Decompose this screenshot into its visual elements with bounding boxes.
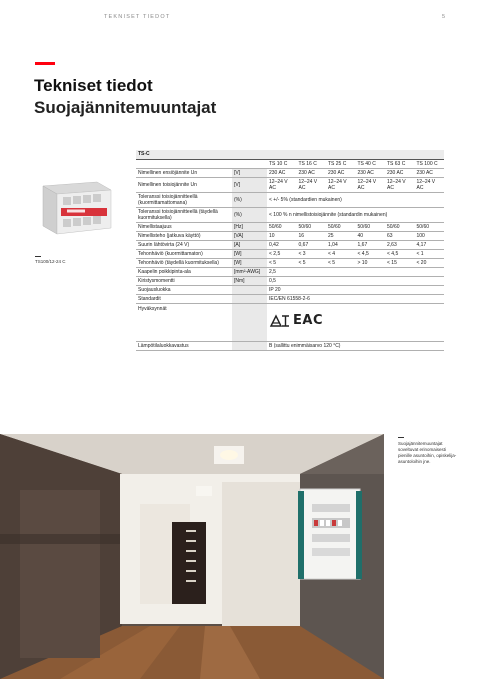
row-value: < 2,5 xyxy=(267,249,297,258)
row-value: 100 xyxy=(415,231,445,240)
table-row xyxy=(136,177,444,192)
model-header: TS 25 C xyxy=(326,159,356,168)
table-row xyxy=(136,168,444,177)
table-row xyxy=(136,231,444,240)
row-label: Hyväksynnät xyxy=(136,303,232,341)
row-label: Nimellinen ensiöjännite Un xyxy=(136,168,232,177)
gost-r-mark-icon xyxy=(269,314,291,328)
table-row xyxy=(136,207,444,222)
row-value: 230 AC xyxy=(385,168,415,177)
row-value: 2,5 xyxy=(267,267,444,276)
table-row xyxy=(136,192,444,207)
row-value: 12–24 V AC xyxy=(356,177,386,192)
accent-bar xyxy=(35,62,55,65)
row-value: 50/60 xyxy=(356,222,386,231)
spec-rows xyxy=(136,168,444,303)
row-value: 50/60 xyxy=(415,222,445,231)
row-value: 12–24 V AC xyxy=(297,177,327,192)
model-header: TS 63 C xyxy=(385,159,415,168)
table-row xyxy=(136,285,444,294)
row-unit: [W] xyxy=(232,249,267,258)
row-value: 12–24 V AC xyxy=(267,177,297,192)
row-value: 50/60 xyxy=(385,222,415,231)
row-value: 10 xyxy=(267,231,297,240)
row-value: < 5 xyxy=(297,258,327,267)
table-row xyxy=(136,222,444,231)
row-value: 230 AC xyxy=(297,168,327,177)
row-unit xyxy=(232,294,267,303)
row-value: IEC/EN 61558-2-6 xyxy=(267,294,444,303)
row-label: Nimellistaajuus xyxy=(136,222,232,231)
row-value: < 100 % n nimellistoisiojännite (standardin mukainen) xyxy=(267,207,444,222)
row-unit: [V] xyxy=(232,177,267,192)
row-unit: [Nm] xyxy=(232,276,267,285)
row-value: 4,17 xyxy=(415,240,445,249)
row-unit: [A] xyxy=(232,240,267,249)
row-value: 2,63 xyxy=(385,240,415,249)
row-label: Standardit xyxy=(136,294,232,303)
row-label: Nimellinen toisiojännite Un xyxy=(136,177,232,192)
row-value: IP 20 xyxy=(267,285,444,294)
model-header: TS 100 C xyxy=(415,159,445,168)
row-value: < +/- 5% (standardien mukainen) xyxy=(267,192,444,207)
row-value: B (sallittu enimmäisarvo 120 °C) xyxy=(267,341,444,350)
caption-divider xyxy=(398,437,404,438)
row-label: Lämpötilaluokkavastus xyxy=(136,341,232,350)
row-value: 1,04 xyxy=(326,240,356,249)
page-title: Tekniset tiedot xyxy=(34,76,153,95)
row-value: 0,5 xyxy=(267,276,444,285)
row-value: 0,67 xyxy=(297,240,327,249)
page-subtitle: Suojajännitemuuntajat xyxy=(34,98,217,117)
row-label: Suojausluokka xyxy=(136,285,232,294)
row-value: < 5 xyxy=(326,258,356,267)
running-header: TEKNISET TIEDOT xyxy=(104,14,171,20)
row-label: Nimellisteho (jatkuva käyttö) xyxy=(136,231,232,240)
row-value: 12–24 V AC xyxy=(326,177,356,192)
row-unit: [mm²-AWG] xyxy=(232,267,267,276)
row-value: 230 AC xyxy=(267,168,297,177)
caption-divider xyxy=(35,256,41,257)
table-row xyxy=(136,240,444,249)
spec-table xyxy=(136,150,444,351)
row-value: < 3 xyxy=(297,249,327,258)
row-value: 16 xyxy=(297,231,327,240)
photo-caption: Suojajännitemuuntajat soveltuvat erinomaisesti pienille asuntoihin, opiskelija-asuntoloihin jne. xyxy=(398,441,457,464)
row-value: < 15 xyxy=(385,258,415,267)
row-value: > 10 xyxy=(356,258,386,267)
table-row xyxy=(136,294,444,303)
row-value: 1,67 xyxy=(356,240,386,249)
row-label: Tehonhäviö (täydellä kuormituksella) xyxy=(136,258,232,267)
transformer-product-image xyxy=(35,172,125,244)
row-unit: (%) xyxy=(232,207,267,222)
page-number: 5 xyxy=(441,14,445,20)
row-value: 230 AC xyxy=(356,168,386,177)
row-value: 50/60 xyxy=(326,222,356,231)
table-row xyxy=(136,276,444,285)
table-row xyxy=(136,258,444,267)
model-header: TS 40 C xyxy=(356,159,386,168)
row-unit: [W] xyxy=(232,258,267,267)
table-row xyxy=(136,267,444,276)
row-value: 63 xyxy=(385,231,415,240)
model-header: TS 16 C xyxy=(297,159,327,168)
row-value: < 4,5 xyxy=(385,249,415,258)
row-unit: (%) xyxy=(232,192,267,207)
row-label: Kiristysmomentti xyxy=(136,276,232,285)
row-label: Tehonhäviö (kuormittamaton) xyxy=(136,249,232,258)
row-value: 40 xyxy=(356,231,386,240)
table-row xyxy=(136,341,444,350)
row-unit xyxy=(232,285,267,294)
row-value: 0,42 xyxy=(267,240,297,249)
row-value: 12–24 V AC xyxy=(415,177,445,192)
table-header-row xyxy=(136,159,444,168)
row-value: 12–24 V AC xyxy=(385,177,415,192)
row-value: < 5 xyxy=(267,258,297,267)
interior-hallway-photo xyxy=(0,434,384,679)
row-label: Toleranssi toisiojännitteellä (täydellä kuormituksella) xyxy=(136,207,232,222)
row-label: Kaapelin poikkipinta-ala xyxy=(136,267,232,276)
product-caption: TS100/12-24 C xyxy=(35,259,66,264)
row-label: Suurin lähtövirta (24 V) xyxy=(136,240,232,249)
row-value: < 20 xyxy=(415,258,445,267)
row-value: 50/60 xyxy=(297,222,327,231)
model-header: TS 10 C xyxy=(267,159,297,168)
row-unit: [Hz] xyxy=(232,222,267,231)
row-value: < 4,5 xyxy=(356,249,386,258)
row-unit: [V] xyxy=(232,168,267,177)
row-value: < 4 xyxy=(326,249,356,258)
approval-marks xyxy=(267,303,444,341)
row-value: 230 AC xyxy=(326,168,356,177)
table-row xyxy=(136,249,444,258)
row-label: Toleranssi toisiojännitteellä (kuormittamattomana) xyxy=(136,192,232,207)
row-value: < 1 xyxy=(415,249,445,258)
table-title: TS-C xyxy=(136,150,444,159)
row-value: 25 xyxy=(326,231,356,240)
eac-mark-icon: EAC xyxy=(293,312,323,328)
row-value: 50/60 xyxy=(267,222,297,231)
table-title-row xyxy=(136,150,444,159)
table-row xyxy=(136,303,444,341)
row-unit: [VA] xyxy=(232,231,267,240)
row-value: 230 AC xyxy=(415,168,445,177)
